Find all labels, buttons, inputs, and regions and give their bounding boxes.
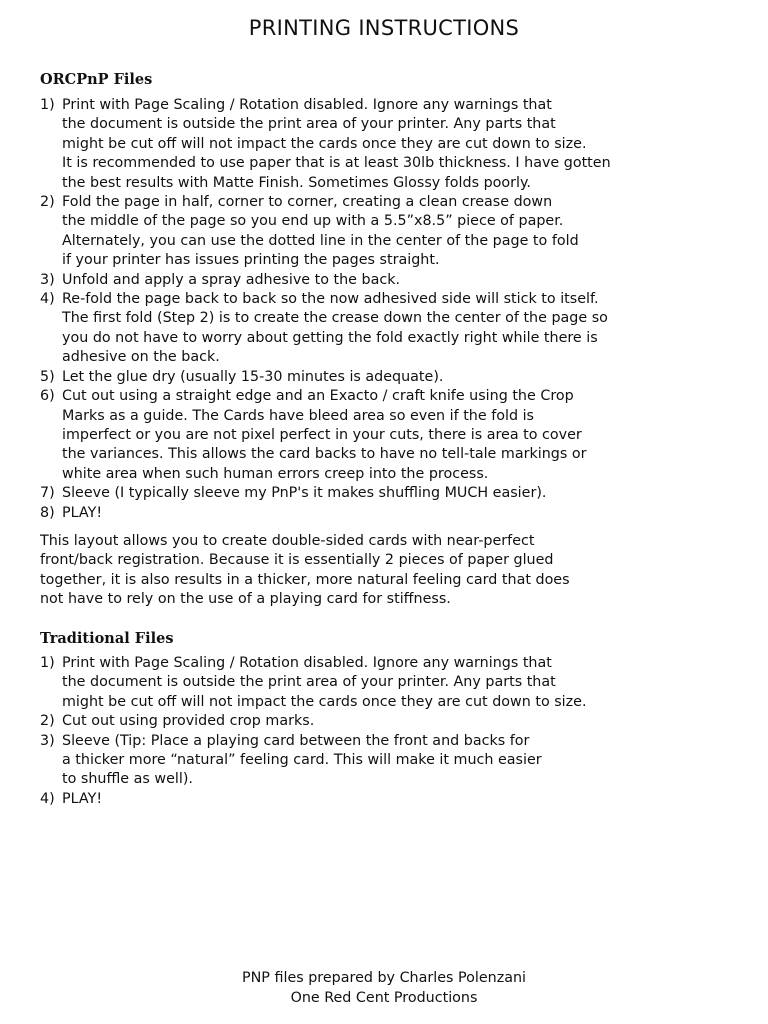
orcpnp-step-3 <box>40 271 740 290</box>
section-heading-orcpnp: ORCPnP Files <box>40 71 153 88</box>
traditional-steps-list <box>40 654 740 809</box>
step-text: PLAY! <box>62 504 103 521</box>
step-text: Sleeve (Tip: Place a playing card between the front and backs for a thicker more “natural” feeling card. This will make it much easier to shuffle as well). <box>62 732 542 788</box>
orcpnp-step-1 <box>40 96 740 193</box>
step-text: Sleeve (I typically sleeve my PnP's it makes shuffling MUCH easier). <box>62 485 547 502</box>
orcpnp-step-7 <box>40 484 740 503</box>
step-text: Cut out using a straight edge and an Exacto / craft knife using the Crop Marks as a guide. The Cards have bleed area so even if the fold is imperfect or you are not pixel perfect in your cuts, there is area to cover the variances. This allows the card backs to have no tell-tale markings or white area when such human errors creep into the process. <box>62 388 587 482</box>
step-number: 3) <box>40 732 55 749</box>
step-number: 1) <box>40 655 55 671</box>
step-number: 4) <box>40 790 55 807</box>
orcpnp-step-2 <box>40 193 740 271</box>
step-number: 5) <box>40 368 55 385</box>
traditional-step-2 <box>40 712 740 731</box>
step-number: 2) <box>40 194 55 211</box>
orcpnp-step-6 <box>40 387 740 484</box>
footer-company: One Red Cent Productions <box>290 989 478 1006</box>
step-number: 3) <box>40 271 55 288</box>
step-number: 7) <box>40 485 55 502</box>
step-text: Print with Page Scaling / Rotation disabled. Ignore any warnings that the document is outside the print area of your printer. Any parts that might be cut off will not impact the cards once they are cut down to size. It is recommended to use paper that is at least 30lb thickness. I have gotten the best results with Matte Finish. Sometimes Glossy folds poorly. <box>62 97 611 191</box>
step-text: Unfold and apply a spray adhesive to the back. <box>62 271 401 288</box>
traditional-step-4 <box>40 790 740 809</box>
orcpnp-step-5 <box>40 368 740 387</box>
step-text: Let the glue dry (usually 15-30 minutes is adequate). <box>62 368 444 385</box>
step-text: PLAY! <box>62 790 103 807</box>
orcpnp-steps-list <box>40 96 740 523</box>
orcpnp-paragraph: This layout allows you to create double-sided cards with near-perfect front/back registration. Because it is essentially 2 pieces of paper glued together, it is also results in a thicker, more natural feeling card that does not have to rely on the use of a playing card for stiffness. <box>40 533 570 608</box>
step-number: 6) <box>40 388 55 405</box>
step-text: Fold the page in half, corner to corner, creating a clean crease down the middle of the page so you end up with a 5.5”x8.5” piece of paper. Alternately, you can use the dotted line in the center of the page to fold if your printer has issues printing the pages straight. <box>62 194 579 269</box>
step-number: 8) <box>40 504 55 521</box>
step-number: 2) <box>40 713 55 730</box>
page-title: PRINTING INSTRUCTIONS <box>248 16 520 40</box>
step-text: Re-fold the page back to back so the now adhesived side will stick to itself. The first fold (Step 2) is to create the crease down the center of the page so you do not have to worry about getting the fold exactly right while there is adhesive on the back. <box>62 291 608 366</box>
section-heading-traditional: Traditional Files <box>40 630 174 647</box>
orcpnp-step-4 <box>40 290 740 368</box>
orcpnp-step-8 <box>40 504 740 523</box>
footer-credit: PNP files prepared by Charles Polenzani <box>241 970 526 986</box>
step-number: 1) <box>40 97 55 113</box>
step-text: Cut out using provided crop marks. <box>62 713 315 730</box>
page-footer <box>0 969 768 1008</box>
traditional-step-1 <box>40 654 740 712</box>
step-number: 4) <box>40 291 55 308</box>
step-text: Print with Page Scaling / Rotation disabled. Ignore any warnings that the document is outside the print area of your printer. Any parts that might be cut off will not impact the cards once they are cut down to size. <box>62 655 587 710</box>
traditional-step-3 <box>40 732 740 790</box>
